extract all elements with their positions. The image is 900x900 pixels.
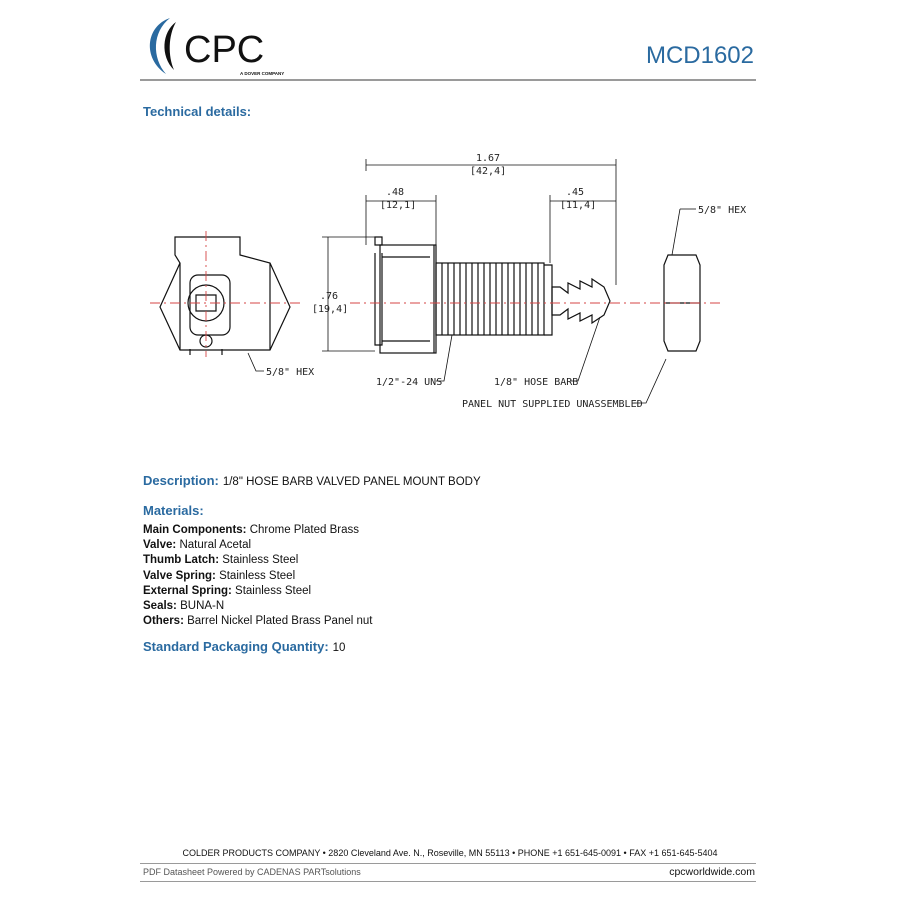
material-value: BUNA-N [180,600,225,613]
footer-powered-by: PDF Datasheet Powered by CADENAS PARTsolutions [143,867,361,877]
dim-latch-length: .48 [386,187,405,198]
dim-latch-length-mm: [12,1] [380,200,417,211]
dim-overall-length-mm: [42,4] [470,166,507,177]
material-value: Natural Acetal [179,539,252,552]
label-thread: 1/2"-24 UNS [376,377,443,388]
technical-drawing [140,145,760,420]
material-item [143,538,372,553]
center-lines [150,231,720,357]
material-item [143,584,372,599]
material-label: Valve: [143,539,177,552]
material-item [143,523,372,538]
footer-address: COLDER PRODUCTS COMPANY • 2820 Cleveland Ave. N., Roseville, MN 55113 • PHONE +1 651-645-0091 • FAX +1 651-645-5404 [182,848,718,858]
packaging-heading: Standard Packaging Quantity: [143,639,329,654]
material-label: Valve Spring: [143,569,216,582]
dim-barb-length: .45 [566,187,585,198]
material-label: Seals: [143,600,177,613]
logo-text: CPC [184,29,265,71]
packaging-line [143,639,345,654]
material-item [143,599,372,614]
dim-overall-length: 1.67 [476,153,501,164]
material-label: Others: [143,615,184,628]
description-text: 1/8" HOSE BARB VALVED PANEL MOUNT BODY [222,476,481,488]
material-label: Main Components: [143,524,247,536]
technical-details-heading: Technical details: [143,104,252,119]
description-heading: Description: [143,473,219,488]
material-value: Stainless Steel [219,569,296,582]
material-value: Chrome Plated Brass [249,524,359,536]
description-line [143,473,481,488]
material-value: Stainless Steel [222,554,299,567]
material-item [143,553,372,568]
material-value: Barrel Nickel Plated Brass Panel nut [187,615,373,628]
end-view [160,237,290,355]
label-hose-barb: 1/8" HOSE BARB [494,377,579,388]
packaging-value: 10 [332,642,346,654]
label-hex-right: 5/8" HEX [698,205,747,216]
material-label: Thumb Latch: [143,554,220,567]
logo-subtext: A DOVER COMPANY [240,71,285,76]
side-view [375,237,700,353]
document-code: MCD1602 [645,42,754,69]
dim-height-mm: [19,4] [312,304,349,315]
dim-height: .76 [320,291,339,302]
logo-swoosh-inner-icon [164,22,176,70]
footer-divider-top [140,863,756,864]
label-hex-left: 5/8" HEX [266,367,315,378]
footer-divider-bottom [140,881,756,882]
materials-heading: Materials: [143,503,204,518]
dim-barb-length-mm: [11,4] [560,200,597,211]
material-value: Stainless Steel [235,584,312,597]
material-item [143,614,372,629]
material-item [143,569,372,584]
label-panel-nut: PANEL NUT SUPPLIED UNASSEMBLED [462,399,643,410]
cpc-logo [140,14,300,80]
material-label: External Spring: [143,584,232,597]
footer-website-link[interactable]: cpcworldwide.com [669,866,755,878]
materials-list [143,523,372,629]
